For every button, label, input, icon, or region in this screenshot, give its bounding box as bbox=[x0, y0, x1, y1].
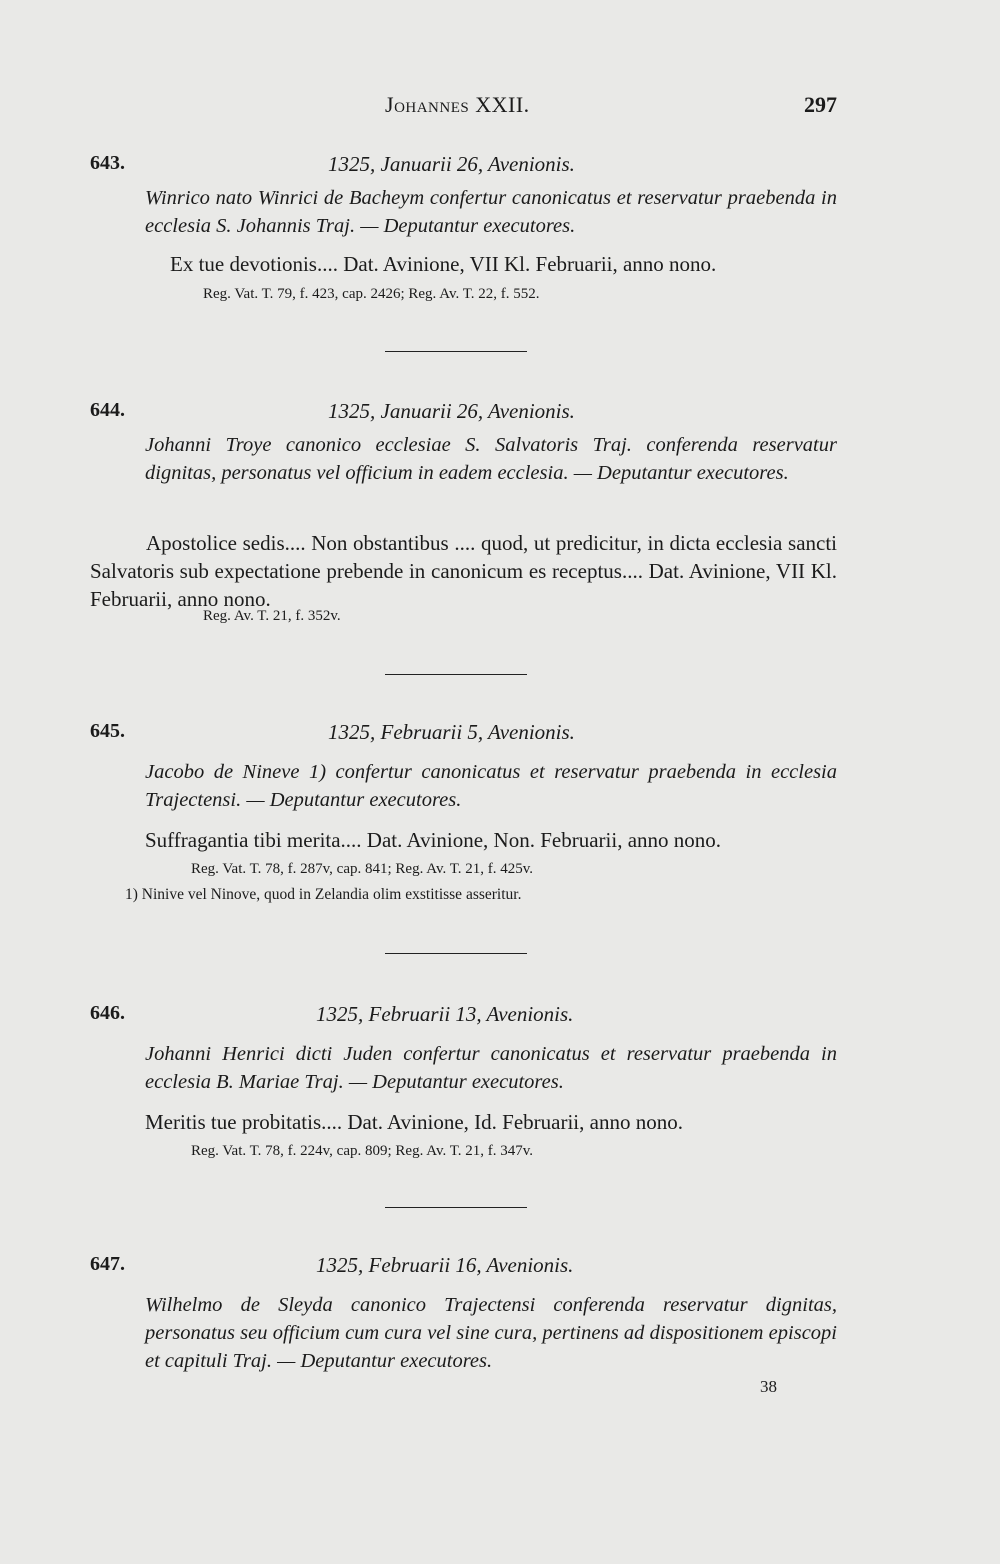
entry-date: 1325, Januarii 26, Avenionis. bbox=[328, 399, 575, 423]
entry-number: 647. bbox=[90, 1253, 125, 1275]
entry-source: Reg. Av. T. 21, f. 352v. bbox=[203, 608, 341, 624]
entry-incipit: Meritis tue probitatis.... Dat. Avinione, Id. Februarii, anno nono. bbox=[145, 1110, 683, 1134]
entry-date: 1325, Februarii 16, Avenionis. bbox=[316, 1253, 574, 1277]
entry-regest: Wilhelmo de Sleyda canonico Trajectensi conferenda reservatur dignitas, personatus seu officium cum cura vel sine cura, pertinens ad dispositionem episcopi et capituli Traj. — Deputantur executores. bbox=[145, 1294, 837, 1372]
entry-incipit: Ex tue devotionis.... Dat. Avinione, VII Kl. Februarii, anno nono. bbox=[170, 252, 717, 276]
entry-date: 1325, Februarii 5, Avenionis. bbox=[328, 720, 575, 744]
entry-date: 1325, Februarii 13, Avenionis. bbox=[316, 1002, 574, 1026]
entry-source: Reg. Vat. T. 78, f. 224v, cap. 809; Reg. Av. T. 21, f. 347v. bbox=[191, 1143, 534, 1159]
separator-rule bbox=[385, 953, 527, 954]
entry-regest: Johanni Troye canonico ecclesiae S. Salvatoris Traj. conferenda reservatur dignitas, personatus vel officium in eadem ecclesia. — Deputantur executores. bbox=[145, 434, 837, 484]
separator-rule bbox=[385, 351, 527, 352]
running-title-name: ohannes bbox=[394, 92, 470, 117]
entry-source: Reg. Vat. T. 79, f. 423, cap. 2426; Reg. Av. T. 22, f. 552. bbox=[203, 286, 540, 302]
page-number: 297 bbox=[804, 92, 837, 117]
running-title-initial: J bbox=[385, 92, 395, 117]
entry-regest: Jacobo de Nineve 1) confertur canonicatus et reservatur praebenda in ecclesia Trajectensi. — Deputantur executores. bbox=[145, 761, 837, 811]
entry-number: 646. bbox=[90, 1002, 125, 1024]
entry-number: 644. bbox=[90, 399, 125, 421]
entry-number: 645. bbox=[90, 720, 125, 742]
entry-regest: Johanni Henrici dicti Juden confertur canonicatus et reservatur praebenda in ecclesia B. Mariae Traj. — Deputantur executores. bbox=[145, 1043, 837, 1093]
entry-incipit: Suffragantia tibi merita.... Dat. Avinione, Non. Februarii, anno nono. bbox=[145, 828, 722, 852]
footnote: 1) Ninive vel Ninove, quod in Zelandia olim exstitisse asseritur. bbox=[125, 886, 522, 903]
entry-source: Reg. Vat. T. 78, f. 287v, cap. 841; Reg. Av. T. 21, f. 425v. bbox=[191, 861, 534, 877]
entry-regest: Winrico nato Winrici de Bacheym confertur canonicatus et reservatur praebenda in ecclesia S. Johannis Traj. — Deputantur executores. bbox=[145, 187, 837, 237]
running-title-numeral: XXII. bbox=[469, 92, 530, 117]
separator-rule bbox=[385, 1207, 527, 1208]
separator-rule bbox=[385, 674, 527, 675]
signature-mark: 38 bbox=[760, 1377, 777, 1396]
running-header bbox=[0, 92, 1000, 124]
entry-incipit-text: Apostolice sedis.... Non obstantibus .... quod, ut predicitur, in dicta ecclesia sancti Salvatoris sub expectatione prebende in canonicum es receptus.... Dat. Avinione, VII Kl. Februarii, anno nono. bbox=[90, 531, 837, 611]
entry-incipit bbox=[90, 529, 837, 613]
entry-date: 1325, Januarii 26, Avenionis. bbox=[328, 152, 575, 176]
running-title bbox=[385, 92, 530, 118]
entry-number: 643. bbox=[90, 152, 125, 174]
